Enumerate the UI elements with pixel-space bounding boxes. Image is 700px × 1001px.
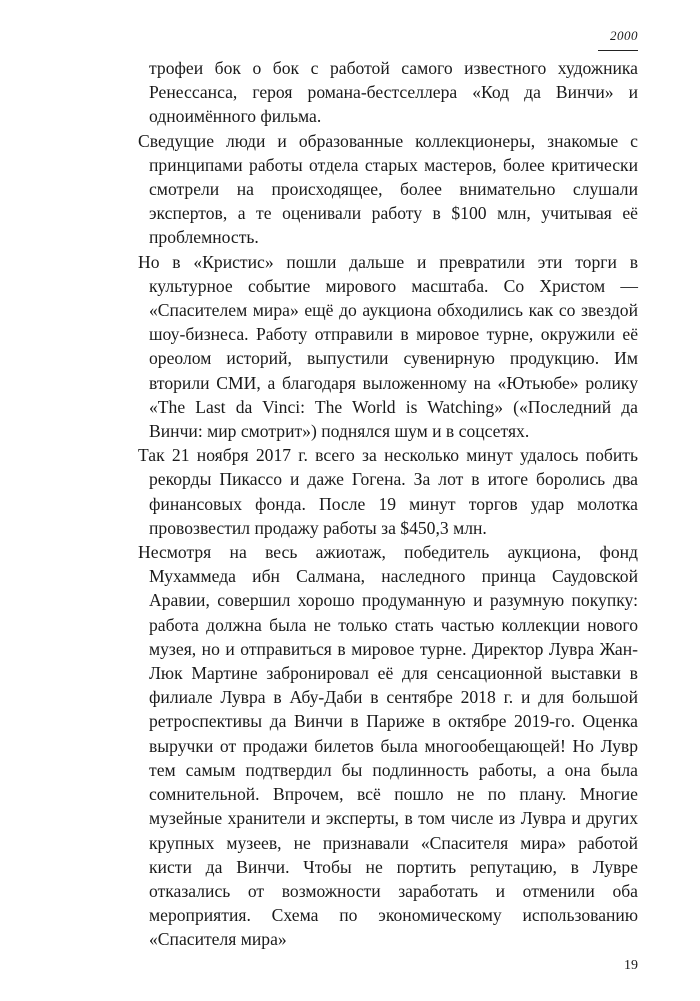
paragraph: Несмотря на весь ажиотаж, победитель аукциона, фонд Мухаммеда ибн Салмана, наследного принца Саудовской Аравии, совершил хорошо продуманную и разумную покупку: работа должна была не только стать частью коллекции нового музея, но и отправиться в мировое турне. Директор Лувра Жан-Люк Мартине забронировал её для сенсационной выставки в филиале Лувра в Абу-Даби в сентябре 2018 г. и для большой ретроспективы да Винчи в Париже в октябре 2019-го. Оценка выручки от продажи билетов была многообещающей! Но Лувр тем самым подтвердил бы подлинность работы, а она была сомнительной. Впрочем, всё пошло не по плану. Многие музейные хранители и эксперты, в том числе из Лувра и других крупных музеев, не признавали «Спасителя мира» работой кисти да Винчи. Чтобы не портить репутацию, в Лувре отказались от возможности заработать и отменили оба мероприятия. Схема по экономическому использованию «Спасителя мира» <box>138 542 638 950</box>
page-number: 19 <box>624 958 638 973</box>
paragraph-continuation: трофеи бок о бок с работой самого известного художника Ренессанса, героя романа-бестселлера «Код да Винчи» и одноимённого фильма. <box>149 58 638 127</box>
paragraph: Но в «Кристис» пошли дальше и превратили эти торги в культурное событие мирового масштаба. Со Христом — «Спасителем мира» ещё до аукциона обходились как со звездой шоу-бизнеса. Работу отправили в мировое турне, окружили её ореолом историй, выпустили сувенирную продукцию. Им вторили СМИ, а благодаря выложенному на «Ютьюбе» ролику «The Last da Vinci: The World is Watching» («Последний да Винчи: мир смотрит») поднялся шум и в соцсетях. <box>138 251 638 442</box>
paragraph: Сведущие люди и образованные коллекционеры, знакомые с принципами работы отдела старых мастеров, более критически смотрели на происходящее, более внимательно слушали экспертов, а те оценивали работу в $100 млн, учитывая её проблемность. <box>138 130 638 248</box>
running-header <box>598 28 638 51</box>
body-text <box>138 56 638 952</box>
header-year: 2000 <box>610 28 638 43</box>
paragraph: Так 21 ноября 2017 г. всего за несколько минут удалось побить рекорды Пикассо и даже Гогена. За лот в итоге боролись два финансовых фонда. После 19 минут торгов удар молотка провозвестил продажу работы за $450,3 млн. <box>138 445 638 538</box>
